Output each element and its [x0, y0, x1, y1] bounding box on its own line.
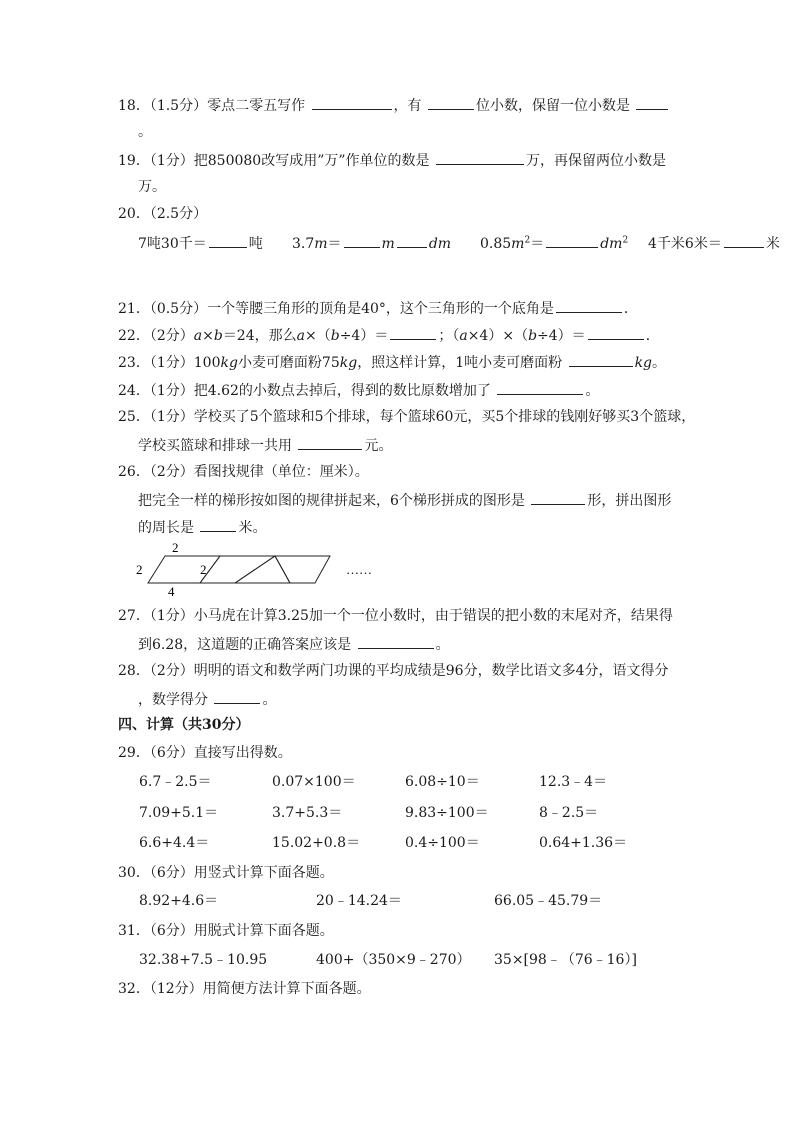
- trapezoid-1: [148, 556, 220, 583]
- question-26-cont1: 把完全一样的梯形按如图的规律拼起来，6个梯形拼成的图形是 形，拼出图形: [138, 490, 671, 511]
- calc-item: 6.6+4.4＝: [139, 835, 210, 851]
- calc-item: 400+（350×9﹣270）: [316, 952, 471, 968]
- calc-item: 0.07×100＝: [272, 774, 356, 790]
- answer-blank[interactable]: [312, 95, 392, 110]
- label-top: 2: [172, 540, 179, 555]
- answer-blank[interactable]: [428, 95, 474, 110]
- q20-item-a: 7吨30千＝ 吨: [138, 233, 263, 254]
- question-26: 26．（2分）看图找规律（单位：厘米）。: [118, 464, 369, 480]
- trapezoid-2: [200, 556, 275, 583]
- question-27-cont: 到6.28，这道题的正确答案应该是 。: [138, 634, 450, 655]
- answer-blank[interactable]: [531, 490, 585, 505]
- label-left: 2: [136, 562, 143, 577]
- answer-blank[interactable]: [556, 298, 622, 313]
- calc-item: 66.05﹣45.79＝: [494, 893, 603, 909]
- answer-blank[interactable]: [588, 325, 644, 340]
- answer-blank[interactable]: [200, 517, 236, 532]
- question-26-cont2: 的周长是 米。: [138, 517, 266, 538]
- question-25-cont: 学校买篮球和排球一共用 元。: [138, 435, 392, 456]
- label-bottom: 4: [168, 584, 175, 599]
- answer-blank[interactable]: [546, 233, 598, 248]
- question-18-cont: 。: [138, 124, 152, 140]
- calc-item: 12.3﹣4＝: [539, 774, 608, 790]
- calc-item: 7.09+5.1＝: [139, 805, 219, 821]
- trapezoid-pattern-figure: [130, 540, 390, 600]
- calc-item: 8.92+4.6＝: [139, 893, 219, 909]
- calc-item: 0.64+1.36＝: [539, 835, 628, 851]
- ellipsis: ……: [346, 562, 372, 577]
- q20-item-c: $0.85m^2= dm^2$: [480, 233, 628, 254]
- question-22: 22．（2分）a×b＝24，那么a×（b÷4）＝ ；（a×4）×（b÷4）＝ ．: [118, 325, 660, 346]
- calc-item: 32.38+7.5﹣10.95: [139, 952, 268, 968]
- question-28-cont: ，数学得分 。: [138, 689, 276, 710]
- answer-blank[interactable]: [298, 435, 362, 450]
- answer-blank[interactable]: [358, 634, 434, 649]
- answer-blank[interactable]: [390, 325, 436, 340]
- calc-item: 15.02+0.8＝: [272, 835, 361, 851]
- section-title: 四、计算（共30分）: [118, 717, 250, 733]
- question-20: 20．（2.5分）: [118, 206, 208, 222]
- calc-item: 35×[98﹣（76﹣16）]: [494, 952, 637, 968]
- calc-item: 6.7﹣2.5＝: [139, 774, 212, 790]
- trapezoid-4: [275, 556, 330, 583]
- question-19-cont: 万。: [138, 179, 166, 195]
- calc-item: 9.83÷100＝: [405, 805, 489, 821]
- calc-item: 0.4÷100＝: [405, 835, 480, 851]
- question-21: 21．（0.5分）一个等腰三角形的顶角是40°，这个三角形的一个底角是 ．: [118, 298, 638, 319]
- answer-blank[interactable]: [724, 233, 764, 248]
- question-23: 23．（1分）100kg小麦可磨面粉75kg，照这样计算，1吨小麦可磨面粉 kg。: [118, 352, 666, 373]
- question-19: 19．（1分）把850080改写成用”万”作单位的数是 万，再保留两位小数是: [118, 150, 666, 171]
- answer-blank[interactable]: [209, 233, 247, 248]
- trapezoid-3: [235, 556, 290, 583]
- question-32: 32．（12分）用简便方法计算下面各题。: [118, 981, 371, 997]
- calc-item: 20﹣14.24＝: [316, 893, 402, 909]
- answer-blank[interactable]: [636, 95, 668, 110]
- q20-item-d: 4千米6米＝ 米: [648, 233, 780, 254]
- q20-item-b: 3.7m＝ m dm: [292, 233, 451, 254]
- answer-blank[interactable]: [497, 380, 583, 395]
- answer-blank[interactable]: [397, 233, 427, 248]
- question-30: 30．（6分）用竖式计算下面各题。: [118, 865, 334, 881]
- question-31: 31．（6分）用脱式计算下面各题。: [118, 923, 334, 939]
- answer-blank[interactable]: [214, 689, 260, 704]
- question-24: 24．（1分）把4.62的小数点去掉后，得到的数比原数增加了 。: [118, 380, 599, 401]
- answer-blank[interactable]: [344, 233, 380, 248]
- question-29: 29．（6分）直接写出得数。: [118, 745, 292, 761]
- calc-item: 3.7+5.3＝: [272, 805, 343, 821]
- calc-item: 8﹣2.5＝: [539, 805, 599, 821]
- answer-blank[interactable]: [436, 150, 524, 165]
- label-mid: 2: [200, 562, 207, 577]
- question-28: 28．（2分）明明的语文和数学两门功课的平均成绩是96分，数学比语文多4分，语文得分: [118, 663, 669, 679]
- calc-item: 6.08÷10＝: [405, 774, 480, 790]
- answer-blank[interactable]: [569, 352, 633, 367]
- question-18: 18．（1.5分）零点二零五写作 ，有 位小数，保留一位小数是: [118, 95, 670, 116]
- question-27: 27．（1分）小马虎在计算3.25加一个一位小数时，由于错误的把小数的末尾对齐，结果得: [118, 608, 673, 624]
- question-25: 25．（1分）学校买了5个篮球和5个排球，每个篮球60元，买5个排球的钱刚好够买3个篮球，: [118, 409, 696, 425]
